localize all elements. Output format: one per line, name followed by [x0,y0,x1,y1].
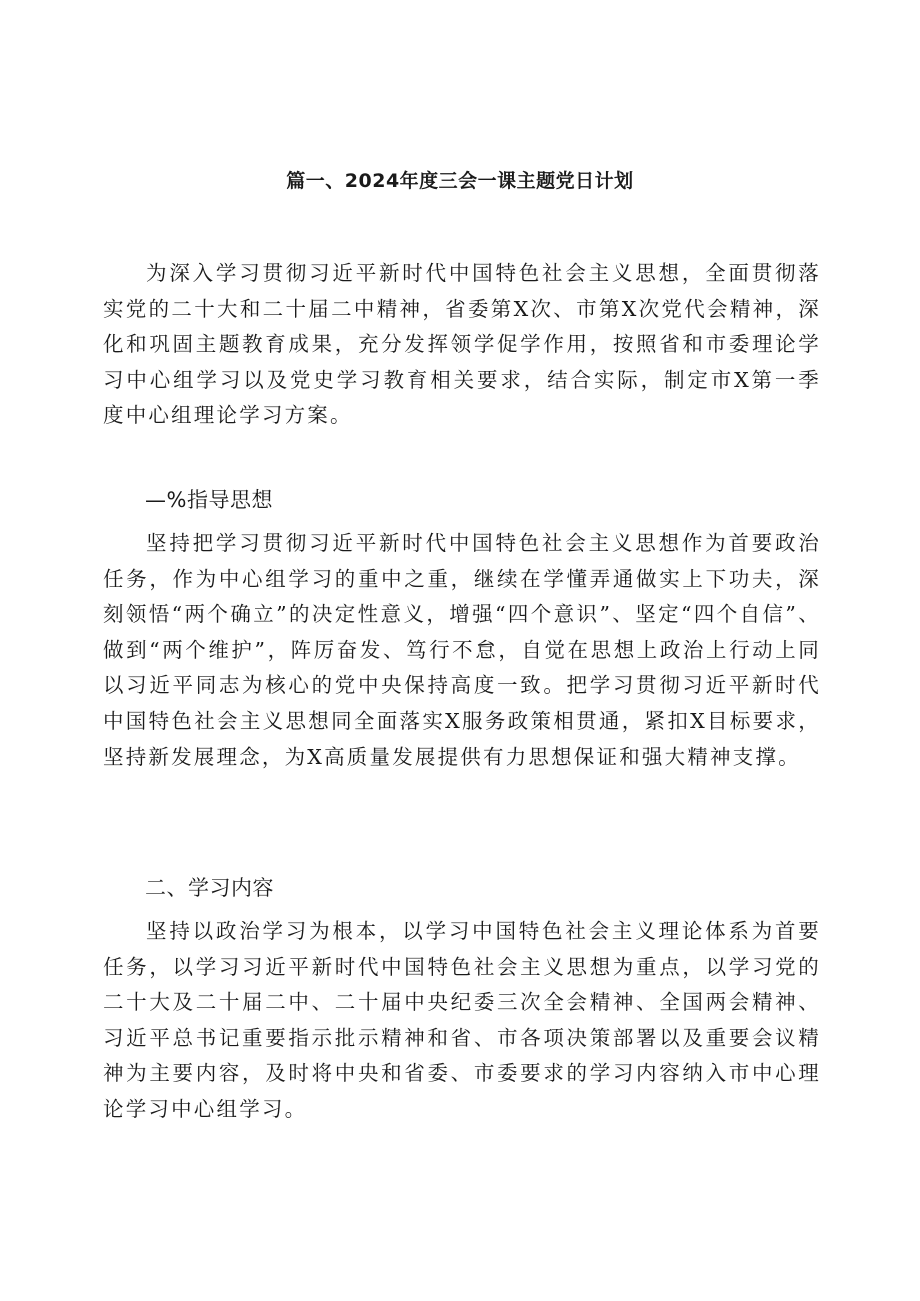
paragraph-text: 坚持把学习贯彻习近平新时代中国特色社会主义思想作为首要政治任务，作为中心组学习的重中之重，继续在学懂弄通做实上下功夫，深刻领悟“两个确立”的决定性意义，增强“四个意识”、坚定“四个自信”、做到“两个维护”，阵厉奋发、笃行不怠，自觉在思想上政治上行动上同以习近平同志为核心的党中央保持高度一致。把学习贯彻习近平新时代中国特色社会主义思想同全面落实X服务政策相贯通，紧扣X目标要求，坚持新发展理念，为X高质量发展提供有力思想保证和强大精神支撑。 [103,531,821,769]
paragraph-study-content [103,914,821,1128]
heading-text: —%指导思想 [145,488,273,512]
section-heading-guiding-thought [103,483,821,519]
section-heading-study-content [103,871,821,907]
heading-text: 二、学习内容 [145,876,274,900]
paragraph-intro [103,256,821,434]
paragraph-text: 为深入学习贯彻习近平新时代中国特色社会主义思想，全面贯彻落实党的二十大和二十届二中精神，省委第X次、市第X次党代会精神，深化和巩固主题教育成果，充分发挥领学促学作用，按照省和市委理论学习中心组学习以及党史学习教育相关要求，结合实际，制定市X第一季度中心组理论学习方案。 [103,261,821,428]
paragraph-guiding-thought [103,526,821,775]
paragraph-text: 坚持以政治学习为根本，以学习中国特色社会主义理论体系为首要任务，以学习习近平新时代中国特色社会主义思想为重点，以学习党的二十大及二十届二中、二十届中央纪委三次全会精神、全国两会精神、习近平总书记重要指示批示精神和省、市各项决策部署以及重要会议精神为主要内容，及时将中央和省委、市委要求的学习内容纳入市中心理论学习中心组学习。 [103,919,821,1121]
document-title: 篇一、2024年度三会一课主题党日计划 [286,170,634,192]
